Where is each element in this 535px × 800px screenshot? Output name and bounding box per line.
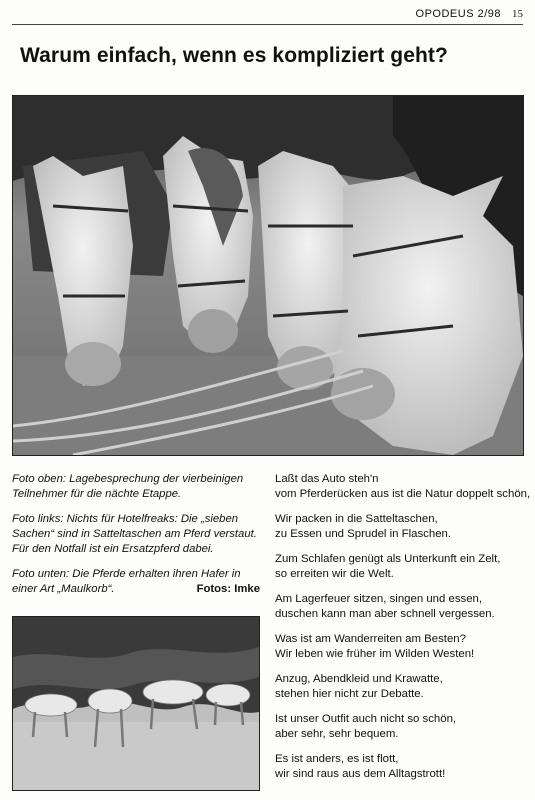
caption-bottom: [12, 567, 262, 597]
page-number: 15: [512, 8, 523, 20]
poem-line: vom Pferderücken aus ist die Natur doppelt schön,: [275, 488, 531, 500]
poem-line: Es ist anders, es ist flott,: [275, 753, 399, 765]
caption-bottom-text: Foto unten: Die Pferde erhalten ihren Hafer in einer Art „Maulkorb“.: [12, 568, 241, 595]
poem-stanza: [275, 592, 525, 622]
poem-line: aber sehr, sehr bequem.: [275, 728, 399, 740]
poem-stanza: [275, 752, 525, 782]
poem-stanza: [275, 512, 525, 542]
poem-line: Wir packen in die Satteltaschen,: [275, 513, 438, 525]
caption-left: Foto links: Nichts für Hotelfreaks: Die „sieben Sachen“ sind in Satteltaschen am Pferd verstaut. Für den Notfall ist ein Ersatzpferd dabei.: [12, 513, 257, 555]
poem-stanza: [275, 552, 525, 582]
poem-line: Zum Schlafen genügt als Unterkunft ein Zelt,: [275, 553, 501, 565]
poem-stanza: [275, 672, 525, 702]
caption-top: Foto oben: Lagebesprechung der vierbeinigen Teilnehmer für die nächte Etappe.: [12, 473, 244, 500]
photo-credit: [197, 582, 260, 597]
photo-horses-closeup: [12, 95, 524, 456]
poem-stanza: [275, 472, 531, 502]
horses-meadow-image: [13, 617, 259, 790]
poem-line: Was ist am Wanderreiten am Besten?: [275, 633, 466, 645]
page-header: [12, 6, 523, 25]
poem-line: zu Essen und Sprudel in Flaschen.: [275, 528, 452, 540]
horses-closeup-image: [13, 96, 523, 455]
poem-stanza: [275, 712, 525, 742]
credit-name: Imke: [234, 583, 260, 595]
photo-horses-meadow: [12, 616, 260, 791]
poem-line: Laßt das Auto steh'n: [275, 473, 379, 485]
poem-line: wir sind raus aus dem Alltagstrott!: [275, 768, 446, 780]
poem-line: Wir leben wie früher im Wilden Westen!: [275, 648, 475, 660]
article-title: Warum einfach, wenn es kompliziert geht?: [20, 44, 448, 67]
poem-line: stehen hier nicht zur Debatte.: [275, 688, 424, 700]
poem-line: duschen kann man aber schnell vergessen.: [275, 608, 495, 620]
poem-line: Ist unser Outfit auch nicht so schön,: [275, 713, 457, 725]
poem-line: so erreiten wir die Welt.: [275, 568, 394, 580]
poem-line: Am Lagerfeuer sitzen, singen und essen,: [275, 593, 483, 605]
photo-captions: [12, 472, 262, 607]
poem-stanza: [275, 632, 525, 662]
poem-line: Anzug, Abendkleid und Krawatte,: [275, 673, 443, 685]
credit-label: Fotos:: [196, 583, 232, 595]
publication-name: OPODEUS 2/98: [415, 8, 501, 20]
poem: [275, 472, 531, 792]
